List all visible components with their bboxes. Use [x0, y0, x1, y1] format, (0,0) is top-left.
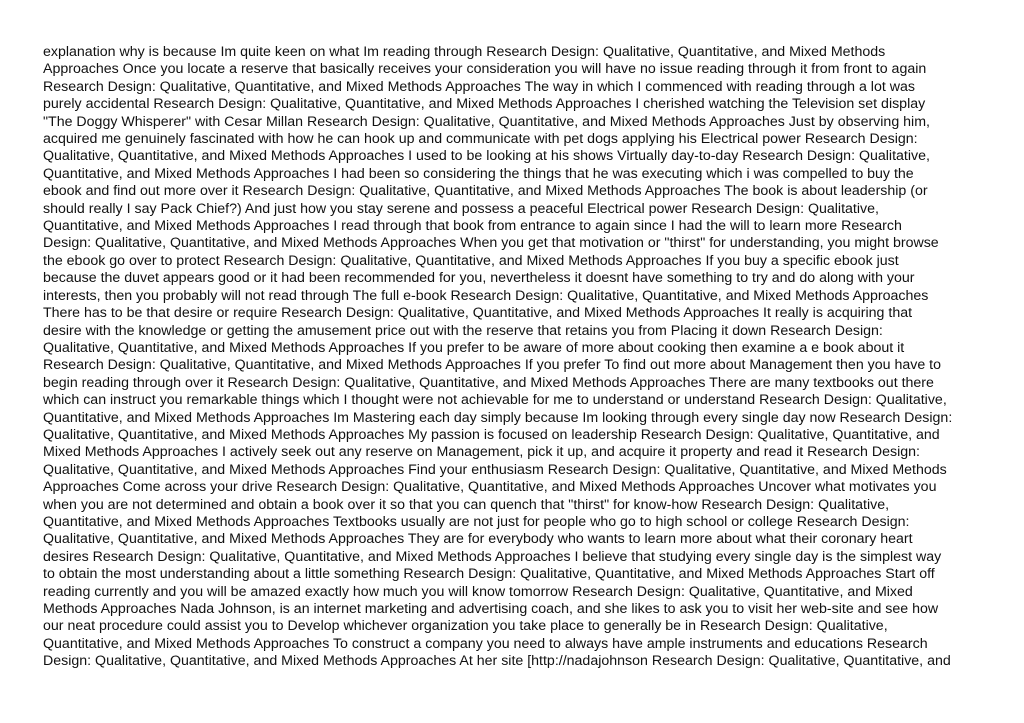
- text-line: should really I say Pack Chief?) And just how you stay serene and possess a peaceful Electrical power Research Design: Qualitative,: [43, 200, 879, 217]
- text-line: desires Research Design: Qualitative, Quantitative, and Mixed Methods Approaches I believe that studying every single day is the simplest way: [43, 548, 942, 565]
- text-line: There has to be that desire or require Research Design: Qualitative, Quantitative, and Mixed Methods Approaches It really is acquiring that: [43, 305, 913, 322]
- text-line: Research Design: Qualitative, Quantitative, and Mixed Methods Approaches If you prefer To find out more about Management then you have to: [43, 357, 942, 374]
- text-line: because the duvet appears good or it had been recommended for you, nevertheless it doesnt have something to try and do along with your: [43, 270, 915, 287]
- text-line: which can instruct you remarkable things which I thought were not achievable for me to understand or understand Research Design: Qualitative,: [43, 392, 947, 409]
- text-line: Approaches Come across your drive Research Design: Qualitative, Quantitative, and Mixed Methods Approaches Uncover what motivates you: [43, 479, 937, 496]
- text-line: begin reading through over it Research Design: Qualitative, Quantitative, and Mixed Methods Approaches There are many textbooks out there: [43, 374, 934, 391]
- text-line: Approaches Once you locate a reserve that basically receives your consideration you will have no issue reading through it from front to again: [43, 61, 927, 78]
- text-line: Quantitative, and Mixed Methods Approaches I read through that book from entrance to again since I had the will to learn more Research: [43, 218, 902, 235]
- text-line: Qualitative, Quantitative, and Mixed Methods Approaches My passion is focused on leadership Research Design: Qualitative, Quantitative, and: [43, 426, 940, 443]
- text-line: to obtain the most understanding about a little something Research Design: Qualitative, Quantitative, and Mixed Methods Approaches Start off: [43, 566, 935, 583]
- text-line: purely accidental Research Design: Qualitative, Quantitative, and Mixed Methods Approaches I cherished watching the Television set display: [43, 96, 926, 113]
- text-line: Mixed Methods Approaches I actively seek out any reserve on Management, pick it up, and acquire it property and read it Research Design:: [43, 444, 920, 461]
- text-line: Qualitative, Quantitative, and Mixed Methods Approaches I used to be looking at his shows Virtually day-to-day Research Design: Qualitative,: [43, 148, 930, 165]
- text-line: interests, then you probably will not read through The full e-book Research Design: Qualitative, Quantitative, and Mixed Methods Approaches: [43, 287, 929, 304]
- text-line: Qualitative, Quantitative, and Mixed Methods Approaches Find your enthusiasm Research Design: Qualitative, Quantitative, and Mixed Methods: [43, 461, 947, 478]
- document-body: [43, 44, 993, 671]
- text-line: reading currently and you will be amazed exactly how much you will know tomorrow Research Design: Qualitative, Quantitative, and Mixed: [43, 583, 913, 600]
- text-line: Qualitative, Quantitative, and Mixed Methods Approaches They are for everybody who wants to learn more about what their coronary heart: [43, 531, 913, 548]
- text-line: when you are not determined and obtain a book over it so that you can quench that "thirst" for know-how Research Design: Qualitative,: [43, 496, 890, 513]
- text-line: Quantitative, and Mixed Methods Approaches I had been so considering the things that he was executing which i was compelled to buy the: [43, 165, 914, 182]
- text-line: Quantitative, and Mixed Methods Approaches Textbooks usually are not just for people who go to high school or college Research Design:: [43, 513, 910, 530]
- text-line: acquired me genuinely fascinated with how he can hook up and communicate with pet dogs applying his Electrical power Research Design:: [43, 131, 918, 148]
- text-line: explanation why is because Im quite keen on what Im reading through Research Design: Qualitative, Quantitative, and Mixed Methods: [43, 44, 886, 60]
- text-line: Research Design: Qualitative, Quantitative, and Mixed Methods Approaches The way in which I commenced with reading through a lot was: [43, 78, 915, 95]
- text-line: our neat procedure could assist you to Develop whichever organization you take place to generally be in Research Design: Qualitative,: [43, 618, 888, 635]
- text-line: desire with the knowledge or getting the amusement price out with the reserve that retains you from Placing it down Research Design:: [43, 322, 883, 339]
- text-line: Design: Qualitative, Quantitative, and Mixed Methods Approaches When you get that motivation or "thirst" for understanding, you might browse: [43, 235, 939, 252]
- text-line: the ebook go over to protect Research Design: Qualitative, Quantitative, and Mixed Methods Approaches If you buy a specific ebook just: [43, 252, 899, 269]
- text-line: Quantitative, and Mixed Methods Approaches Im Mastering each day simply because Im looking through every single day now Research Design:: [43, 409, 953, 426]
- text-line: ebook and find out more over it Research Design: Qualitative, Quantitative, and Mixed Methods Approaches The book is about leadership (or: [43, 183, 928, 200]
- text-line: Quantitative, and Mixed Methods Approaches To construct a company you need to always have ample instruments and educations Research: [43, 635, 928, 652]
- text-line: "The Doggy Whisperer" with Cesar Millan Research Design: Qualitative, Quantitative, and Mixed Methods Approaches Just by observing him,: [43, 113, 930, 130]
- text-line: Design: Qualitative, Quantitative, and Mixed Methods Approaches At her site [http://nadajohnson Research Design: Qualitative, Quantitative, and: [43, 653, 951, 670]
- text-line: Methods Approaches Nada Johnson, is an internet marketing and advertising coach, and she likes to ask you to visit her web-site and see how: [43, 601, 939, 617]
- text-line: Qualitative, Quantitative, and Mixed Methods Approaches If you prefer to be aware of more about cooking then examine a e book about it: [43, 339, 905, 356]
